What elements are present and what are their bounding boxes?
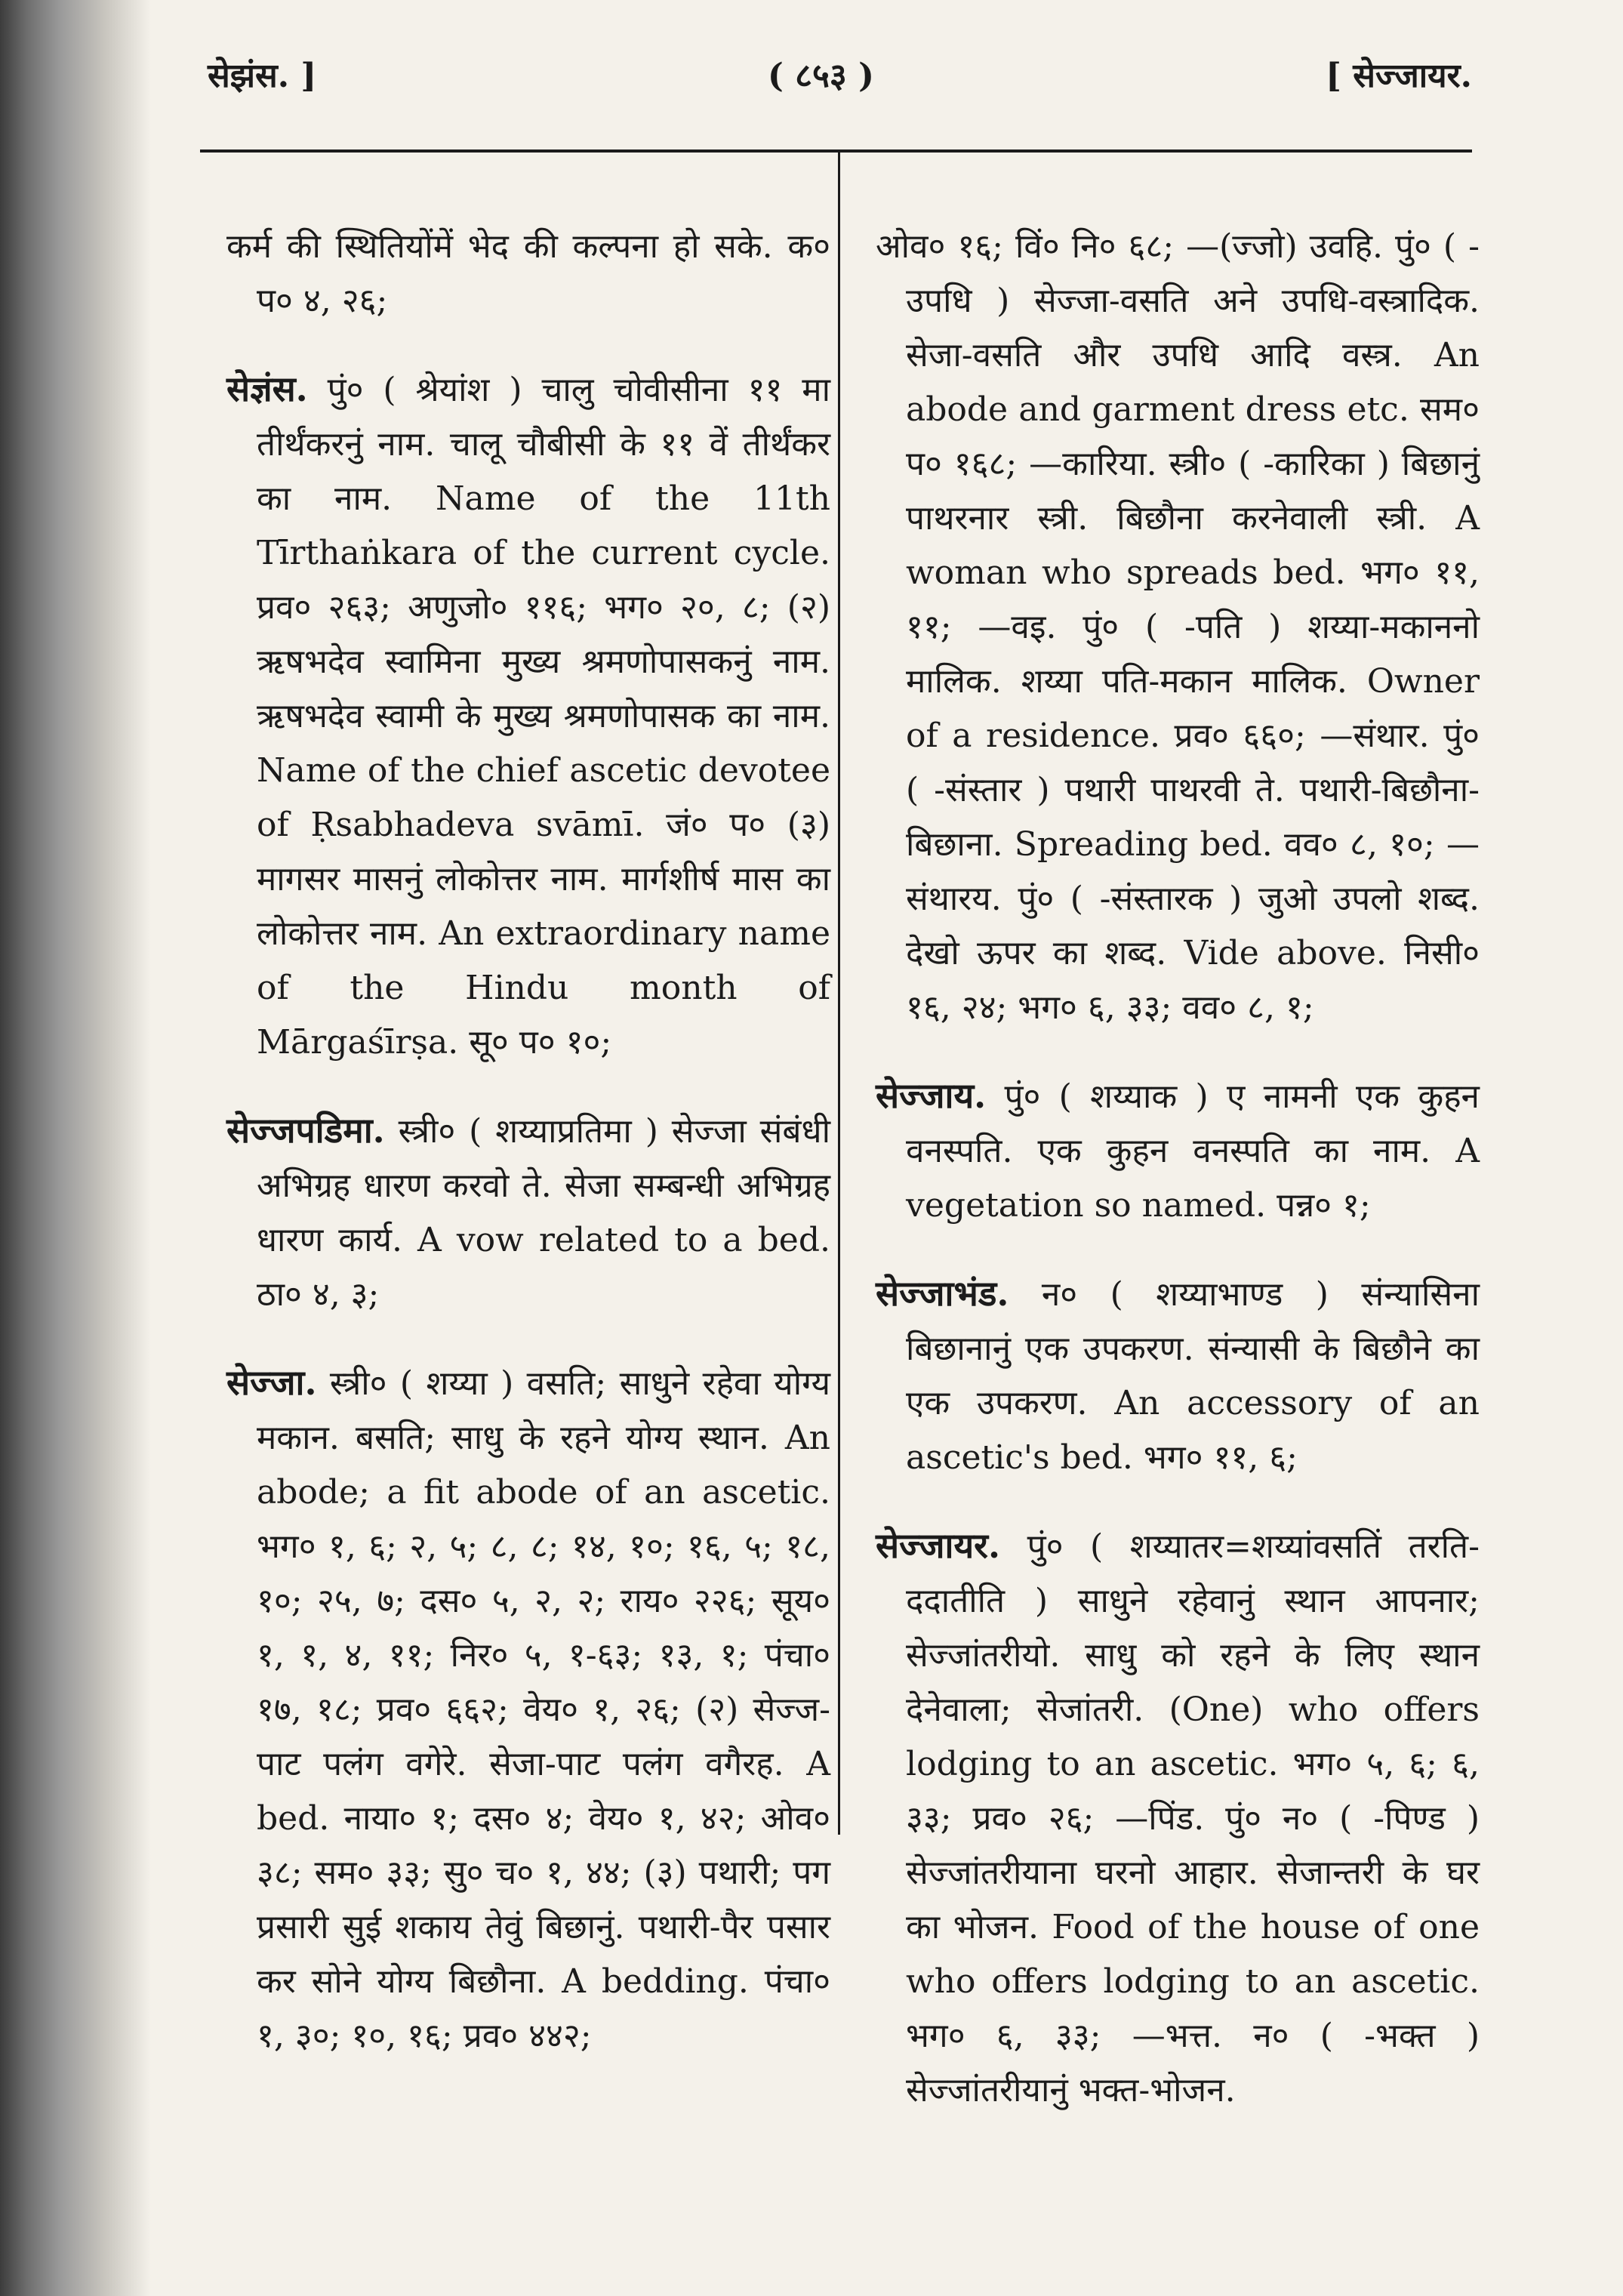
right-column [876, 185, 1480, 2151]
entry-text: पुं० ( श्रेयांश ) चालु चोवीसीना ११ मा तीर्थंकरनुं नाम. चालू चौबीसी के ११ वें तीर्थंकर का नाम. Name of the 11th Tīrthaṅkara of the current cycle. प्रव० २६३; अणुजो० ११६; भग० २०, ८; (२) ऋषभदेव स्वामिना मुख्य श्रमणोपासकनुं नाम. ऋषभदेव स्वामी के मुख्य श्रमणोपासक का नाम. Name of the chief ascetic devotee of Ṛsabhadeva svāmī. जं० प० (३) मागसर मासनुं लोकोत्तर नाम. मार्गशीर्ष मास का लोकोत्तर नाम. An extraordinary name of the Hindu month of Mārgaśīrṣa. सू० प० १०; [257, 371, 830, 1062]
entry-text: कर्म की स्थितियोंमें भेद की कल्पना हो सके. क० प० ४, २६; [226, 227, 830, 320]
dictionary-entry [226, 362, 830, 1070]
entry-headword: सेज्ञंस. [226, 368, 308, 409]
entry-text: स्त्री० ( शय्याप्रतिमा ) सेज्जा संबंधी अभिग्रह धारण करवो ते. सेजा सम्बन्धी अभिग्रह धारण कार्य. A vow related to a bed. ठा० ४, ३; [257, 1112, 830, 1314]
entry-headword: सेज्जाभंड. [876, 1273, 1009, 1314]
entry-text: पुं० ( शय्यातर=शय्यांवसतिं तरति-ददातीति ) साधुने रहेवानुं स्थान आपनार; सेज्जांतरीयो. साधु को रहने के लिए स्थान देनेवाला; सेजांतरी. (One) who offers lodging to an ascetic. भग० ५, ६; ६, ३३; प्रव० २६; —पिंड. पुं० न० ( -पिण्ड ) सेज्जांतरीयाना घरनो आहार. सेजान्तरी के घर का भोजन. Food of the house of one who offers lodging to an ascetic. भग० ६, ३३; —भत्त. न० ( -भक्त ) सेज्जांतरीयानुं भक्त-भोजन. [906, 1527, 1480, 2110]
entry-text: स्त्री० ( शय्या ) वसति; साधुने रहेवा योग्य मकान. बसति; साधु के रहने योग्य स्थान. An abode; a fit abode of an ascetic. भग० १, ६; २, ५; ८, ८; १४, १०; १६, ५; १८, १०; २५, ७; दस० ५, २, २; राय० २२६; सूय० १, १, ४, ११; निर० ५, १-६३; १३, १; पंचा० १७, १८; प्रव० ६६२; वेय० १, २६; (२) सेज्ज-पाट पलंग वगेरे. सेजा-पाट पलंग वगैरह. A bed. नाया० १; दस० ४; वेय० १, ४२; ओव० ३८; सम० ३३; सु० च० १, ४४; (३) पथारी; पग प्रसारी सुई शकाय तेवुं बिछानुं. पथारी-पैर पसार कर सोने योग्य बिछौना. A bedding. पंचा० १, ३०; १०, १६; प्रव० ४४२; [257, 1364, 830, 2055]
column-divider [838, 151, 840, 1835]
header-rule [200, 149, 1472, 153]
dictionary-entry [876, 1518, 1480, 2118]
entry-headword: सेज्जा. [226, 1362, 317, 1403]
entry-text: पुं० ( शय्याक ) ए नामनी एक कुहन वनस्पति. एक कुहन वनस्पति का नाम. A vegetation so named. पन्न० १; [906, 1077, 1480, 1225]
dictionary-entry [226, 1355, 830, 2063]
page-header [208, 51, 1472, 119]
dictionary-entry [876, 1266, 1480, 1485]
page-number: ( ८५३ ) [768, 57, 874, 95]
dictionary-entry [226, 1103, 830, 1322]
entry-headword: सेज्जपडिमा. [226, 1110, 385, 1151]
header-left-guideword: सेझंस. ] [208, 57, 317, 95]
entry-text: ओव० १६; विं० नि० ६८; —(ज्जो) उवहि. पुं० ( -उपधि ) सेज्जा-वसति अने उपधि-वस्त्रादिक. सेजा-वसति और उपधि आदि वस्त्र. An abode and garment dress etc. सम० प० १६८; —कारिया. स्त्री० ( -कारिका ) बिछानुं पाथरनार स्त्री. बिछौना करनेवाली स्त्री. A woman who spreads bed. भग० ११, ११; —वइ. पुं० ( -पति ) शय्या-मकाननो मालिक. शय्या पति-मकान मालिक. Owner of a residence. प्रव० ६६०; —संथार. पुं० ( -संस्तार ) पथारी पाथरवी ते. पथारी-बिछौना-बिछाना. Spreading bed. वव० ८, १०; —संथारय. पुं० ( -संस्तारक ) जुओ उपलो शब्द. देखो ऊपर का शब्द. Vide above. निसी० १६, २४; भग० ६, ३३; वव० ८, १; [876, 227, 1480, 1027]
dictionary-entry [876, 218, 1480, 1035]
dictionary-entry [226, 218, 830, 328]
left-column [226, 185, 830, 2097]
dictionary-entry [876, 1068, 1480, 1233]
entry-headword: सेज्जाय. [876, 1075, 987, 1116]
header-right-guideword: [ सेज्जायर. [1326, 57, 1472, 95]
scan-shadow-gutter [0, 0, 151, 2296]
entry-text: न० ( शय्याभाण्ड ) संन्यासिना बिछानानुं एक उपकरण. संन्यासी के बिछौने का एक उपकरण. An accessory of an ascetic's bed. भग० ११, ६; [906, 1275, 1480, 1477]
entry-headword: सेज्जायर. [876, 1525, 1000, 1566]
